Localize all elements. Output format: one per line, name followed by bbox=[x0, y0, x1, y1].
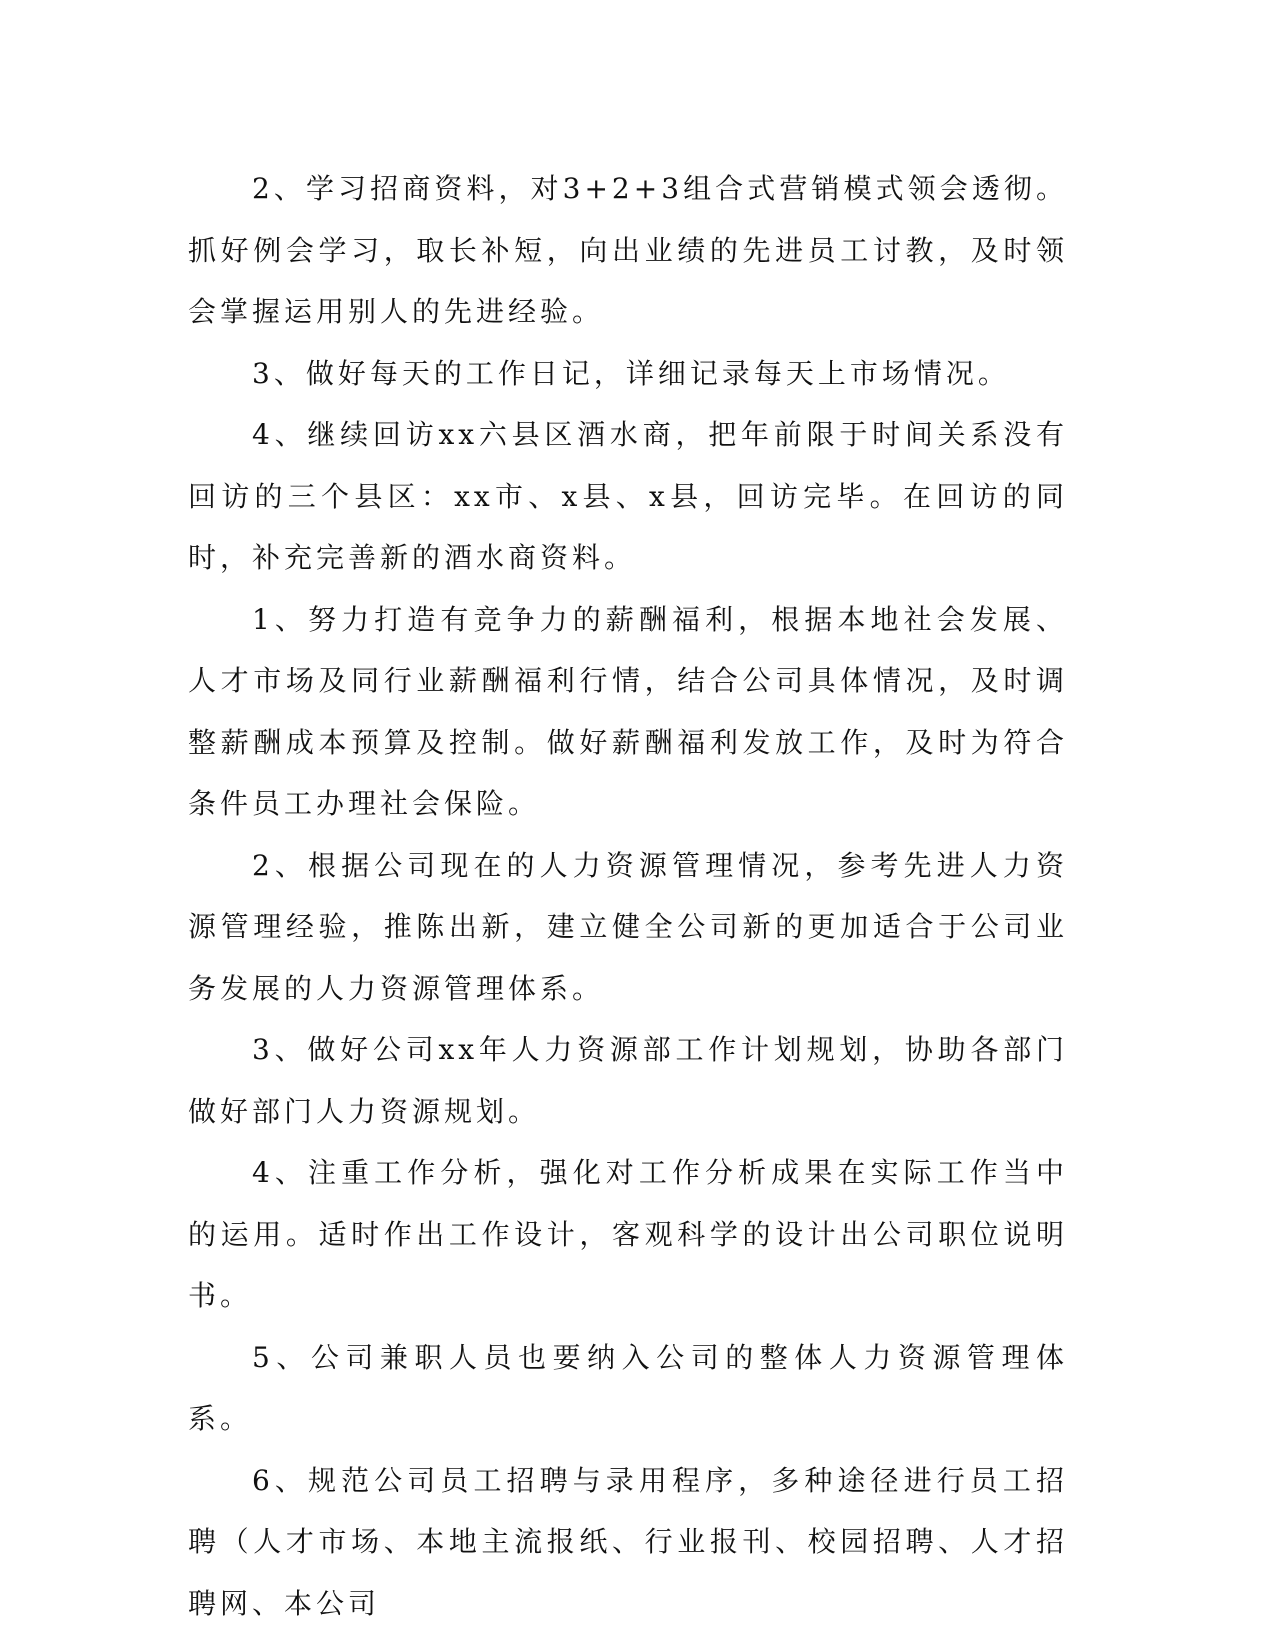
paragraph: 5、公司兼职人员也要纳入公司的整体人力资源管理体系。 bbox=[188, 1340, 1068, 1435]
paragraph: 4、继续回访xx六县区酒水商，把年前限于时间关系没有回访的三个县区：xx市、x县、x县，回访完毕。在回访的同时，补充完善新的酒水商资料。 bbox=[188, 418, 1068, 574]
paragraph: 2、根据公司现在的人力资源管理情况，参考先进人力资源管理经验，推陈出新，建立健全公司新的更加适合于公司业务发展的人力资源管理体系。 bbox=[188, 848, 1068, 1005]
paragraph: 2、学习招商资料，对3+2+3组合式营销模式领会透彻。抓好例会学习，取长补短，向出业绩的先进员工讨教，及时领会掌握运用别人的先进经验。 bbox=[188, 172, 1068, 328]
paragraph: 3、做好公司xx年人力资源部工作计划规划，协助各部门做好部门人力资源规划。 bbox=[188, 1033, 1068, 1128]
paragraph: 4、注重工作分析，强化对工作分析成果在实际工作当中的运用。适时作出工作设计，客观科学的设计出公司职位说明书。 bbox=[188, 1156, 1068, 1312]
paragraph: 1、努力打造有竞争力的薪酬福利，根据本地社会发展、人才市场及同行业薪酬福利行情，结合公司具体情况，及时调整薪酬成本预算及控制。做好薪酬福利发放工作，及时为符合条件员工办理社会保险。 bbox=[188, 602, 1068, 820]
document-body bbox=[188, 158, 1068, 1634]
paragraph: 3、做好每天的工作日记，详细记录每天上市场情况。 bbox=[252, 356, 1010, 390]
paragraph: 6、规范公司员工招聘与录用程序，多种途径进行员工招聘（人才市场、本地主流报纸、行业报刊、校园招聘、人才招聘网、本公司 bbox=[188, 1463, 1068, 1620]
